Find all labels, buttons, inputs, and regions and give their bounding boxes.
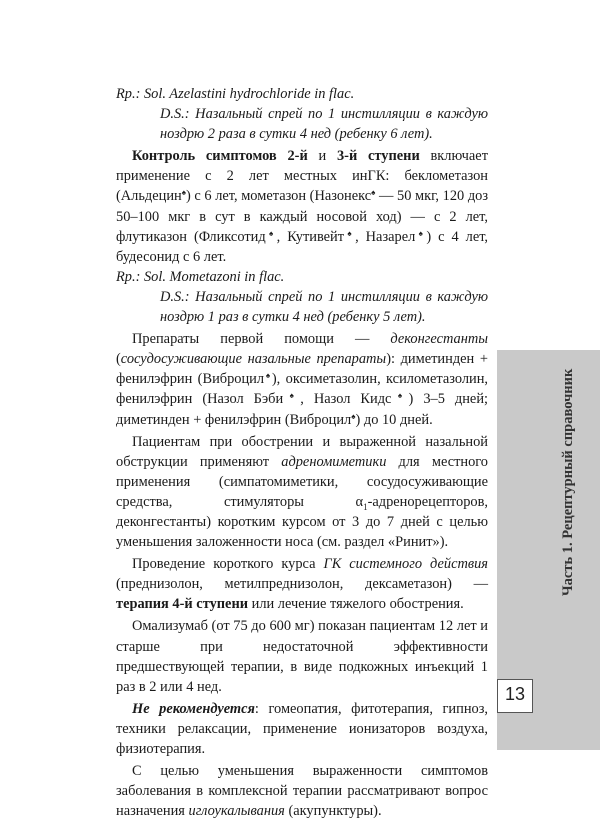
paragraph-acupuncture [116,761,488,821]
paragraph-omalizumab: Омализумаб (от 75 до 600 мг) показан пациентам 12 лет и старше при недостаточной эффективности предшествующей терапии, в виде подкожных инъекций 1 раз в 2 или 4 нед. [116,618,488,695]
paragraph-adrenomimetics [116,432,488,553]
prescription-rp-mometasone: Rp.: Sol. Mometazoni in flac. [116,268,285,285]
text: ) 3–5 дней; диметинден + фенилэфрин (Виброцил [116,391,489,428]
bold-step-2: Контроль симптомов 2-й [132,148,308,165]
prescription-rp-azelastine: Rp.: Sol. Azelastini hydrochloride in flac. [116,86,355,102]
paragraph-systemic-gc [116,554,488,614]
registered-mark-icon: ♠ [283,391,301,401]
italic-adrenomimetics: адреномиметики [281,453,387,470]
page-body [116,84,488,821]
chapter-side-title: Часть 1. Рецептурный справочник [560,368,576,596]
text: (преднизолон, метилпреднизолон, дексаметазон) — [116,576,488,593]
paragraph-steps-2-3 [116,146,488,267]
italic-acupuncture: иглоукалывания [188,803,285,820]
text: ), оксиметазолин, ксилометазолин, фенилэфрин (Назол Бэби [116,371,489,408]
paragraph-not-recommended [116,699,488,759]
subscript: 1 [363,501,368,512]
registered-mark-icon: ♠ [264,371,272,381]
italic-systemic-gc: ГК системного действия [323,556,488,573]
text: (акупунктуры). [284,803,382,820]
page-number: 13 [504,684,526,704]
italic-vasoconstrictors: сосудосуживающие назальные препараты [120,351,387,368]
text: , Назарел [355,228,416,245]
text: : гомеопатия, фитотерапия, гипноз, техники релаксации, применение ионизаторов воздуха, физиотерапия. [116,700,489,757]
text: для местного применения (симпатомиметики, сосудосуживающие средства, стимуляторы α [116,453,489,510]
text: — 50 мкг, 120 доз 50–100 мкг в сут в каждый носовой ход) — с 2 лет, флутиказон (Фликсотид [116,188,489,245]
bold-step-3: 3-й ступени [336,148,420,165]
italic-decongestants: деконгестанты [390,331,488,348]
text: -адренорецепторов, деконгестанты) коротким курсом от 3 до 7 дней с целью уменьшения заложенности носа (см. раздел «Ринит»). [116,493,488,551]
text: ) с 6 лет, мометазон (Назонекс [186,188,372,205]
registered-mark-icon: ♠ [351,411,356,421]
registered-mark-icon: ♠ [265,228,277,238]
text: , Кутивейт [276,228,345,245]
registered-mark-icon: ♠ [344,228,356,238]
text: С целью уменьшения выраженности симптомов заболевания в комплексной терапии рассматривают вопрос назначения [116,763,488,820]
text: и [307,148,337,165]
bold-step-4: терапия 4-й ступени [116,596,249,613]
text: включает применение с 2 лет местных инГК: беклометазон (Альдецин [116,148,488,205]
bold-italic-not-recommended: Не рекомендуется [132,700,255,717]
registered-mark-icon: ♠ [415,228,427,238]
registered-mark-icon: ♠ [371,188,376,198]
text: ) с 4 лет, будесонид с 6 лет. [116,228,489,265]
prescription-ds-azelastine: D.S.: Назальный спрей по 1 инстилляции в каждую ноздрю 2 раза в сутки 4 нед (ребенку 6 лет). [160,106,488,143]
text: ): диметинден + фенилэфрин (Виброцил [116,351,488,388]
registered-mark-icon: ♠ [391,391,409,401]
text: Пациентам при обострении и выраженной назальной обструкции применяют [116,433,488,470]
text: Препараты первой помощи — [132,331,391,348]
text: Проведение короткого курса [132,556,324,573]
text: или лечение тяжелого обострения. [248,596,464,613]
registered-mark-icon: ♠ [181,188,187,198]
text: ) до 10 дней. [355,411,433,428]
text: ( [116,351,121,368]
paragraph-decongestants [116,329,488,429]
prescription-ds-mometasone: D.S.: Назальный спрей по 1 инстилляции в каждую ноздрю 1 раз в сутки 4 нед (ребенку 5 лет). [160,288,488,326]
text: , Назол Кидс [300,391,392,408]
